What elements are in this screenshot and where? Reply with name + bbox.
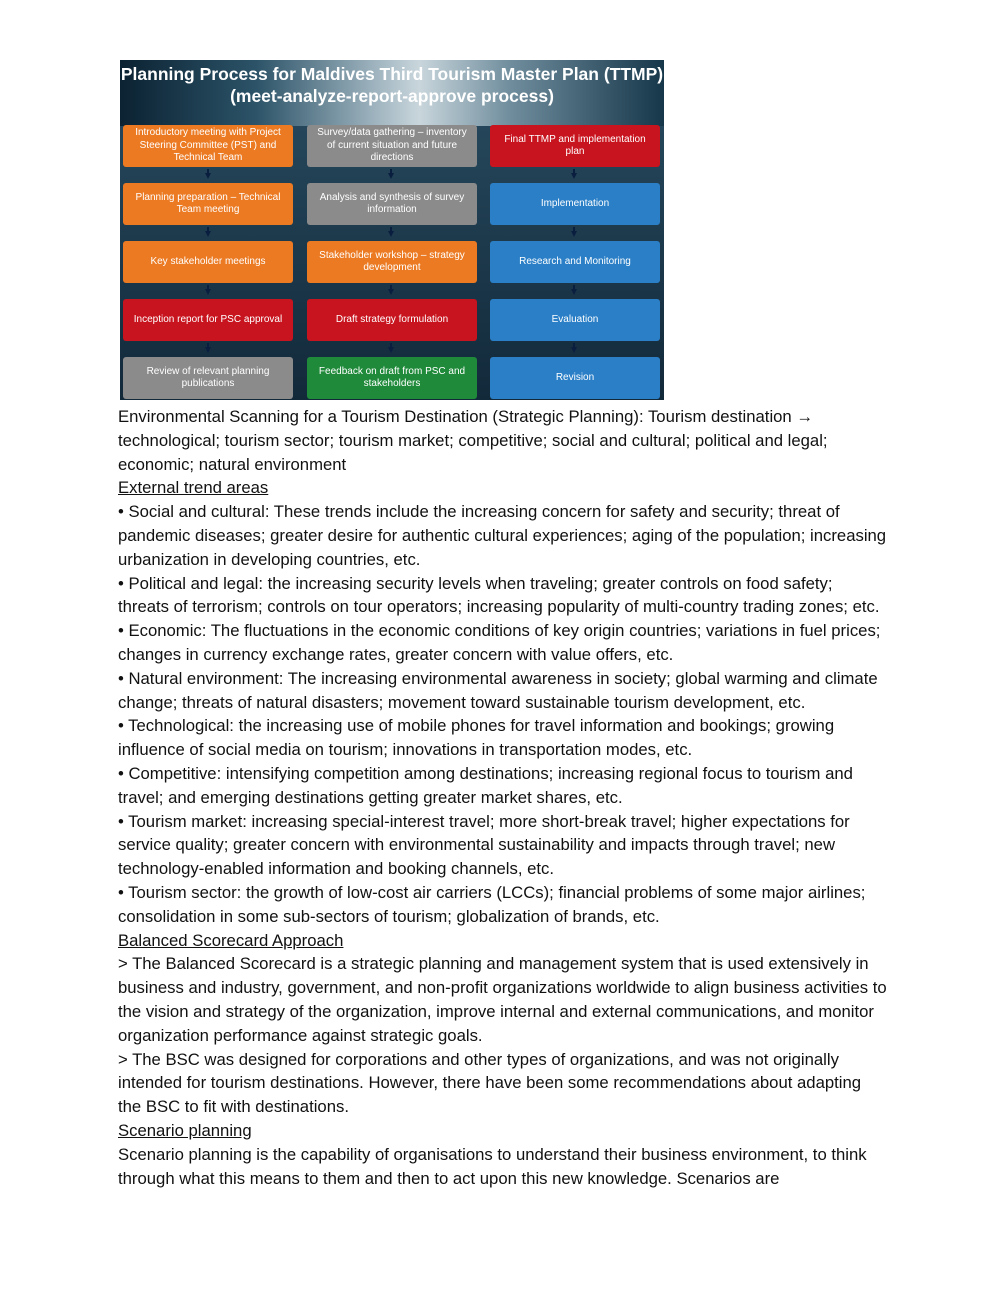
flow-arrow-icon <box>571 173 577 179</box>
trend-item: • Tourism sector: the growth of low-cost air carriers (LCCs); financial problems of some major airlines; consolidation in some sub-sectors of tourism; globalization of brands, etc. <box>118 882 866 926</box>
step-implementation: Implementation <box>490 183 660 225</box>
flow-arrow-icon <box>571 231 577 237</box>
step-research-monitoring: Research and Monitoring <box>490 241 660 283</box>
trend-item: • Political and legal: the increasing security levels when traveling; greater controls on food safety; threats of terrorism; controls on tour operators; increasing popularity of multi-country trading zones; etc. <box>118 573 880 617</box>
flow-arrow-icon <box>388 173 394 179</box>
step-stakeholder-workshop: Stakeholder workshop – strategy development <box>307 241 477 283</box>
step-evaluation: Evaluation <box>490 299 660 341</box>
scenario-paragraph: Scenario planning is the capability of organisations to understand their business environment, to think through what this means to them and then to act upon this new knowledge. Scenarios are <box>118 1144 867 1188</box>
step-review-publications: Review of relevant planning publications <box>123 357 293 399</box>
bsc-paragraph: > The Balanced Scorecard is a strategic planning and management system that is used extensively in business and industry, government, and non-profit organizations worldwide to align business activities to the vision and strategy of the organization, improve internal and external communications, and monitor organization performance against strategic goals. <box>118 954 887 1045</box>
step-feedback-on-draft: Feedback on draft from PSC and stakeholders <box>307 357 477 399</box>
trend-item: • Tourism market: increasing special-interest travel; more short-break travel; higher expectations for service quality; greater concern with environmental sustainability and impacts through travel; new technology-enabled information and booking channels, etc. <box>118 811 850 879</box>
heading-balanced-scorecard: Balanced Scorecard Approach <box>118 930 344 950</box>
flow-arrow-icon <box>205 231 211 237</box>
step-key-stakeholder-meetings: Key stakeholder meetings <box>123 241 293 283</box>
heading-scenario-planning: Scenario planning <box>118 1120 252 1140</box>
flow-arrow-icon <box>205 289 211 295</box>
step-final-ttmp: Final TTMP and implementation plan <box>490 125 660 167</box>
step-inception-report: Inception report for PSC approval <box>123 299 293 341</box>
trend-item: • Economic: The fluctuations in the economic conditions of key origin countries; variations in fuel prices; changes in currency exchange rates, greater concern with value offers, etc. <box>118 621 881 664</box>
document-body <box>118 405 888 1190</box>
step-revision: Revision <box>490 357 660 399</box>
flow-arrow-icon <box>571 347 577 353</box>
step-planning-preparation: Planning preparation – Technical Team meeting <box>123 183 293 225</box>
flow-arrow-icon <box>205 173 211 179</box>
step-analysis-synthesis: Analysis and synthesis of survey information <box>307 183 477 225</box>
flow-arrow-icon <box>571 289 577 295</box>
planning-process-diagram <box>120 60 664 400</box>
bsc-paragraph: > The BSC was designed for corporations and other types of organizations, and was not originally intended for tourism destinations. However, there have been some recommendations about adapting the BSC to fit with destinations. <box>118 1049 862 1117</box>
flow-arrow-icon <box>388 289 394 295</box>
diagram-title: Planning Process for Maldives Third Tourism Master Plan (TTMP) (meet-analyze-report-approve process) <box>120 64 664 106</box>
trend-item: • Technological: the increasing use of mobile phones for travel information and bookings; growing influence of social media on tourism; innovations in transportation modes, etc. <box>118 716 835 760</box>
heading-external-trends: External trend areas <box>118 478 269 498</box>
step-survey-data-gathering: Survey/data gathering – inventory of current situation and future directions <box>307 125 477 167</box>
trend-item: • Natural environment: The increasing environmental awareness in society; global warming and climate change; threats of natural disasters; movement toward sustainable tourism development, etc. <box>118 668 878 712</box>
flow-arrow-icon <box>205 347 211 353</box>
step-introductory-meeting: Introductory meeting with Project Steering Committee (PST) and Technical Team <box>123 125 293 167</box>
intro-paragraph: Environmental Scanning for a Tourism Destination (Strategic Planning): Tourism destination → technological; tourism sector; tourism market; competitive; social and cultural; political and legal; economic; natural environment <box>118 407 828 474</box>
step-draft-strategy: Draft strategy formulation <box>307 299 477 341</box>
trend-item: • Competitive: intensifying competition among destinations; increasing regional focus to tourism and travel; and emerging destinations getting greater market shares, etc. <box>118 763 853 807</box>
flow-arrow-icon <box>388 347 394 353</box>
trend-item: • Social and cultural: These trends include the increasing concern for safety and security; threat of pandemic diseases; greater desire for authentic cultural experiences; aging of the population; increasing urbanization in developing countries, etc. <box>118 502 887 569</box>
flow-arrow-icon <box>388 231 394 237</box>
